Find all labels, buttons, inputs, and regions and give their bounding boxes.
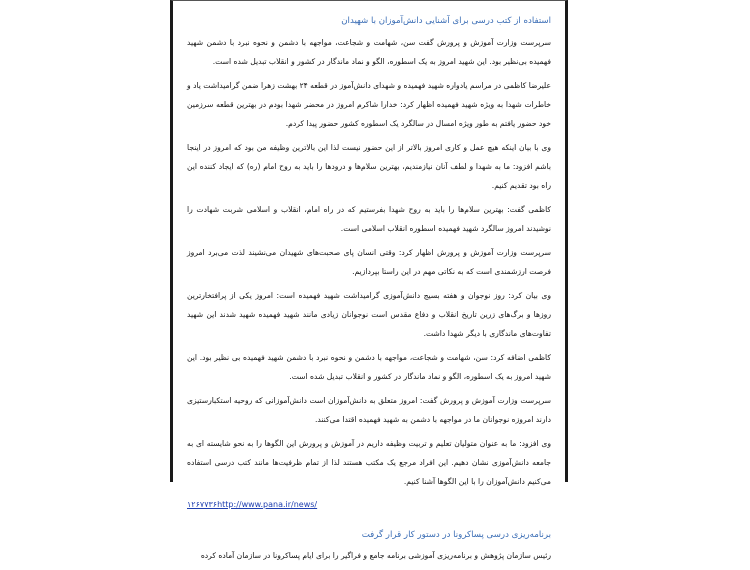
source-link[interactable]: ۱۲۶۷۷۳۶http://www.pana.ir/news/ <box>187 500 318 509</box>
document-content <box>187 15 551 570</box>
document-page <box>170 0 568 560</box>
paragraph: سرپرست وزارت آموزش و پرورش گفت سن، شهامت و شجاعت، مواجهه با دشمن و نحوه نبرد با دشمن شهید فهمیده بی‌نظیر بود. این شهید امروز به یک اسطوره، الگو و نماد ماندگار در کشور و انقلاب تبدیل شده است. <box>187 38 551 66</box>
paragraph: وی با بیان اینکه هیچ عمل و کاری امروز بالاتر از این حضور نیست لذا این بالاترین وظیفه من بود که امروز در اینجا باشم افزود: ما به شهدا و لطف آنان نیازمندیم، بهترین سلام‌ها و درودها را باید به روح امام (ره) که ایجاد کننده این راه بود تقدیم کنیم. <box>187 143 551 190</box>
paragraph: رئیس سازمان پژوهش و برنامه‌ریزی آموزشی برنامه جامع و فراگیر را برای ایام پساکرونا در سازمان آماده کرده <box>200 551 551 560</box>
paragraph: کاظمی گفت: بهترین سلام‌ها را باید به روح شهدا بفرستیم که در راه امام، انقلاب و اسلامی شربت شهادت را نوشیدند امروز سالگرد شهید فهمیده اسطوره انقلاب اسلامی است. <box>187 205 551 233</box>
paragraph: سرپرست وزارت آموزش و پرورش گفت: امروز متعلق به دانش‌آموزان است دانش‌آموزانی که روحیه استکبارستیزی دارند امروزه نوجوانان ما در مواجهه با دشمن به شهید فهمیده اقتدا می‌کنند. <box>187 396 551 424</box>
paragraph: سرپرست وزارت آموزش و پرورش اظهار کرد: وقتی انسان پای صحبت‌های شهیدان می‌نشیند لذت می‌برد امروز فرصت ارزشمندی است که به نکاتی مهم در این راستا بپردازیم. <box>187 248 551 276</box>
paragraph: کاظمی اضافه کرد: سن، شهامت و شجاعت، مواجهه با دشمن و نحوه نبرد با دشمن شهید فهمیده بی نظیر بود. این شهید امروز به یک اسطوره، الگو و نماد ماندگار در کشور و انقلاب تبدیل شده است. <box>187 353 551 381</box>
paragraph: وی افزود: ما به عنوان متولیان تعلیم و تربیت وظیفه داریم در آموزش و پرورش این الگوها را به نحو شایسته ای به جامعه دانش‌آموزی نشان دهیم. این افراد مرجع یک مکتب هستند لذا از تمام ظرفیت‌ها مانند کتب درسی استفاده می‌کنیم دانش‌آموزان را با این الگوها آشنا کنیم. <box>187 439 551 486</box>
paragraph: علیرضا کاظمی در مراسم یادواره شهید فهمیده و شهدای دانش‌آموز در قطعه ۲۴ بهشت زهرا ضمن گرامیداشت یاد و خاطرات شهدا به ویژه شهید فهمیده اظهار کرد: خدارا شاکرم امروز در محضر شهدا بودم در بهترین قطعه سرزمین خود حضور یافتم به طور ویژه امسال در سالگرد یک اسطوره کشور حضور پیدا کردم. <box>187 81 551 128</box>
paragraph: وی بیان کرد: روز نوجوان و هفته بسیج دانش‌آموزی گرامیداشت شهید فهمیده است: امروز یکی از پرافتخارترین روزها و برگ‌های زرین تاریخ انقلاب و دفاع مقدس است نوجوانان زیادی مانند شهید فهمیده شهید شدند این شهید تفاوت‌های ماندگاری با دیگر شهدا داشت. <box>187 291 551 338</box>
article-title: برنامه‌ریزی درسی پساکرونا در دستور کار قرار گرفت <box>361 530 551 540</box>
article-title: استفاده از کتب درسی برای آشنایی دانش‌آموزان با شهیدان <box>341 16 551 26</box>
